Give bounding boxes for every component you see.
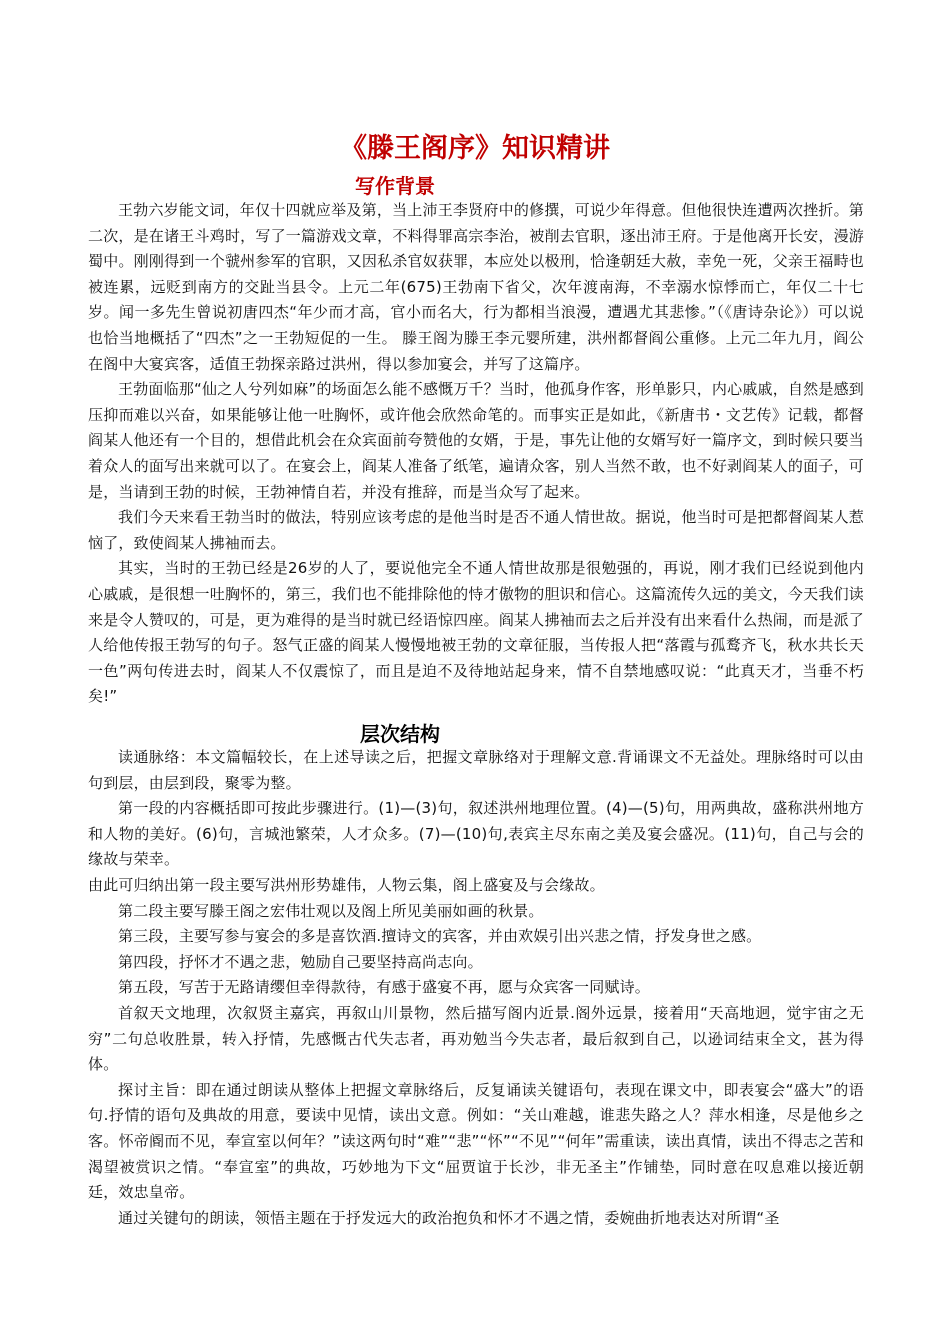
paragraph: 首叙天文地理，次叙贤主嘉宾，再叙山川景物，然后描写阁内近景.阁外远景，接着用“天高地迥，觉宇宙之无穷”二句总收胜景，转入抒情，先感慨古代失志者，再劝勉当今失志者，最后叙到自己，以逊词结束全文，甚为得体。 <box>88 1003 864 1074</box>
paragraph: 通过关键句的朗读，领悟主题在于抒发远大的政治抱负和怀才不遇之情，委婉曲折地表达对所谓“圣 <box>118 1208 780 1227</box>
section-structure-body <box>88 745 864 1231</box>
paragraph: 我们今天来看王勃当时的做法，特别应该考虑的是他当时是否不通人情世故。据说，他当时可是把都督阎某人惹恼了，致使阎某人拂袖而去。 <box>88 508 864 552</box>
paragraph: 第四段，抒怀才不遇之悲，勉励自己要坚持高尚志向。 <box>118 952 483 971</box>
paragraph: 第五段，写苦于无路请缨但幸得款待，有感于盛宴不再，愿与众宾客一同赋诗。 <box>118 978 651 997</box>
section-heading-structure: 层次结构 <box>360 722 440 746</box>
paragraph: 王勃六岁能文词，年仅十四就应举及第，当上沛王李贤府中的修撰，可说少年得意。但他很快连遭两次挫折。第二次，是在诸王斗鸡时，写了一篇游戏文章，不料得罪高宗李治，被削去官职，逐出沛王府。于是他离开长安，漫游蜀中。刚刚得到一个虢州参军的官职，又因私杀官奴获罪，本应处以极刑，恰逢朝廷大赦，幸免一死，父亲王福畤也被连累，远贬到南方的交趾当县令。上元二年(675)王勃南下省父，次年渡南海，不幸溺水惊悸而亡，年仅二十七岁。闻一多先生曾说初唐四杰“年少而才高，官小而名大，行为都相当浪漫，遭遇尤其悲惨。”（《唐诗杂论》）可以说也恰当地概括了“四杰”之一王勃短促的一生。 滕王阁为滕王李元婴所建，洪州都督阎公重修。上元二年九月，阎公在阁中大宴宾客，适值王勃探亲路过洪州，得以参加宴会，并写了这篇序。 <box>88 201 864 373</box>
paragraph: 探讨主旨：即在通过朗读从整体上把握文章脉络后，反复诵读关键语句，表现在课文中，即表宴会“盛大”的语句.抒情的语句及典故的用意，要读中见情，读出文意。例如：“关山难越，谁悲失路之人？萍水相逢，尽是他乡之客。怀帝阍而不见，奉宣室以何年？”读这两句时“难”“悲”“怀”“不见”“何年”需重读，读出真情，读出不得志之苦和渴望被赏识之情。“奉宣室”的典故，巧妙地为下文“屈贾谊于长沙，非无圣主”作铺垫，同时意在叹息难以接近朝廷，效忠皇帝。 <box>88 1080 864 1202</box>
paragraph: 由此可归纳出第一段主要写洪州形势雄伟，人物云集，阁上盛宴及与会缘故。 <box>88 875 605 894</box>
paragraph: 第一段的内容概括即可按此步骤进行。(1)—(3)句，叙述洪州地理位置。(4)—(5)句，用两典故，盛称洪州地方和人物的美好。(6)句，言城池繁荣，人才众多。(7)—(10)句,表宾主尽东南之美及宴会盛况。(11)句，自己与会的缘故与荣幸。 <box>88 799 864 869</box>
paragraph: 第三段，主要写参与宴会的多是喜饮酒.擅诗文的宾客，并由欢娱引出兴悲之情，抒发身世之感。 <box>118 927 762 946</box>
section-background-body <box>88 198 864 710</box>
section-heading-background: 写作背景 <box>355 174 435 198</box>
paragraph: 其实，当时的王勃已经是26岁的人了，要说他完全不通人情世故那是很勉强的，再说，刚才我们已经说到他内心戚戚，是很想一吐胸怀的，第三，我们也不能排除他的恃才傲物的胆识和信心。这篇流传久远的美文，今天我们读来是令人赞叹的，可是，更为难得的是当时就已经语惊四座。阎某人拂袖而去之后并没有出来看什么热闹，而是派了人给他传报王勃写的句子。怒气正盛的阎某人慢慢地被王勃的文章征服，当传报人把“落霞与孤鹜齐飞，秋水共长天一色”两句传进去时，阎某人不仅震惊了，而且是迫不及待地站起身来，情不自禁地感叹说：“此真天才，当垂不朽矣!” <box>88 559 864 706</box>
paragraph: 读通脉络：本文篇幅较长，在上述导读之后，把握文章脉络对于理解文意.背诵课文不无益处。理脉络时可以由句到层，由层到段，聚零为整。 <box>88 748 864 792</box>
document-title: 《滕王阁序》知识精讲 <box>340 133 610 164</box>
paragraph: 王勃面临那“仙之人兮列如麻”的场面怎么能不感慨万千？当时，他孤身作客，形单影只，内心戚戚，自然是感到压抑而难以兴奋，如果能够让他一吐胸怀，或许他会欣然命笔的。而事实正是如此，《新唐书・文艺传》记载，都督阎某人他还有一个目的，想借此机会在众宾面前夸赞他的女婿，于是，事先让他的女婿写好一篇序文，到时候只要当着众人的面写出来就可以了。在宴会上，阎某人准备了纸笔，遍请众客，别人当然不敢，也不好剥阎某人的面子，可是，当请到王勃的时候，王勃神情自若，并没有推辞，而是当众写了起来。 <box>88 380 864 501</box>
paragraph: 第二段主要写滕王阁之宏伟壮观以及阁上所见美丽如画的秋景。 <box>118 901 544 920</box>
